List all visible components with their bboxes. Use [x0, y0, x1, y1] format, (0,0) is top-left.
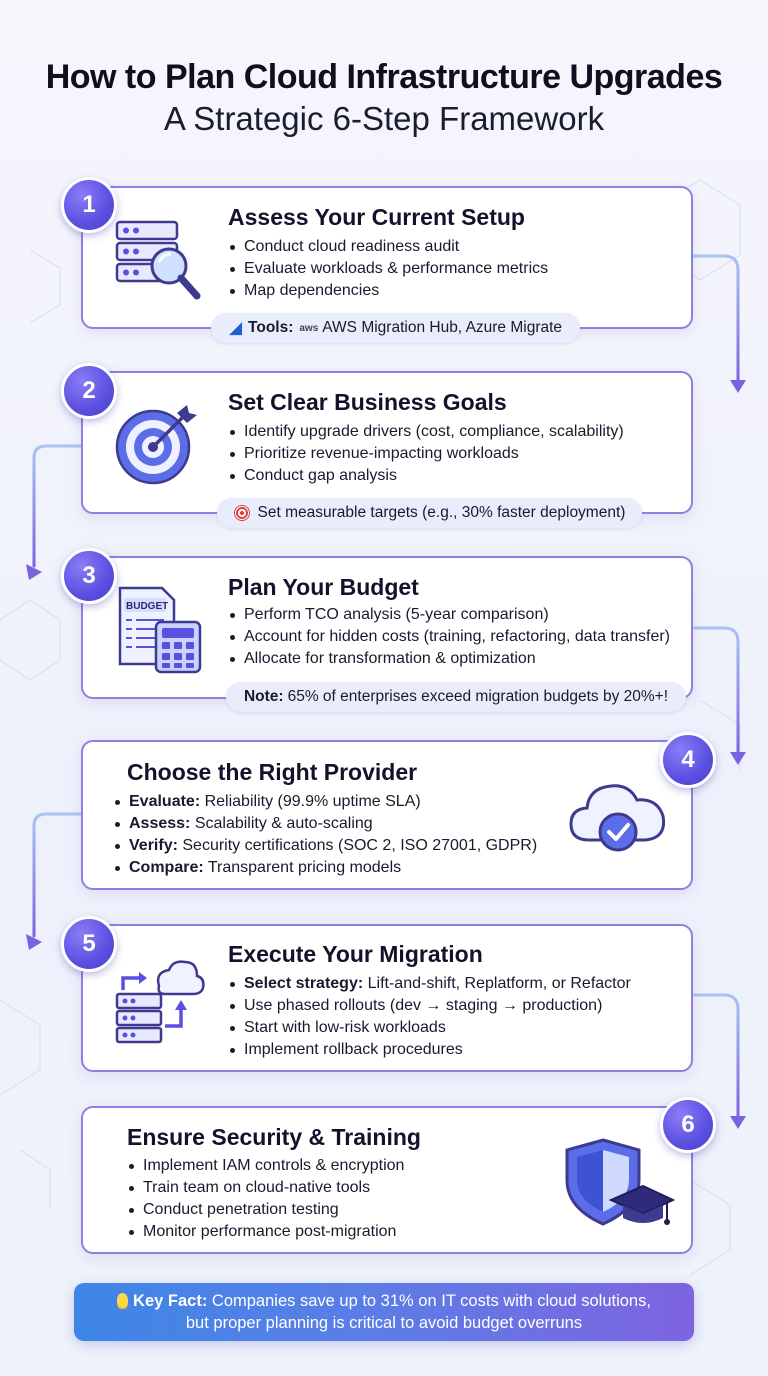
step-1-tools-pill: ◢ Tools: aws AWS Migration Hub, Azure Migrate	[211, 313, 580, 343]
key-fact-line-2: but proper planning is critical to avoid budget overruns	[185, 1314, 583, 1332]
key-fact-banner	[74, 1283, 694, 1341]
page-title: How to Plan Cloud Infrastructure Upgrades	[45, 58, 723, 96]
list-item: Allocate for transformation & optimization	[228, 648, 670, 670]
list-item: Implement rollback procedures	[228, 1039, 631, 1061]
step-5-badge: 5	[61, 916, 117, 972]
step-6-badge: 6	[660, 1097, 716, 1153]
lightbulb-icon	[117, 1293, 128, 1307]
budget-label: BUDGET	[126, 601, 169, 612]
step-5-title: Execute Your Migration	[228, 941, 483, 967]
step-1-card	[81, 186, 693, 329]
step-4-badge: 4	[660, 732, 716, 788]
step-2-card	[81, 371, 693, 514]
step-3-note-pill: Note: 65% of enterprises exceed migration budgets by 20%+!	[226, 682, 686, 712]
list-item: Monitor performance post-migration	[127, 1221, 404, 1243]
list-item: Identify upgrade drivers (cost, compliance, scalability)	[228, 421, 624, 443]
server-search-icon	[111, 216, 203, 302]
dart-target-icon	[234, 505, 250, 521]
step-3-bullets	[228, 604, 670, 670]
list-item: Perform TCO analysis (5-year comparison)	[228, 604, 670, 626]
list-item: Select strategy: Lift-and-shift, Replatform, or Refactor	[228, 973, 631, 995]
step-2-target-pill: Set measurable targets (e.g., 30% faster deployment)	[217, 498, 642, 528]
step-1-title: Assess Your Current Setup	[228, 204, 525, 230]
step-5-bullets	[228, 973, 631, 1061]
list-item: Implement IAM controls & encryption	[127, 1155, 404, 1177]
step-4-card	[81, 740, 693, 890]
step-6-card	[81, 1106, 693, 1254]
step-3-title: Plan Your Budget	[228, 574, 419, 600]
step-1-bullets	[228, 236, 548, 302]
list-item: Map dependencies	[228, 280, 548, 302]
target-icon	[113, 401, 199, 487]
list-item: Account for hidden costs (training, refactoring, data transfer)	[228, 626, 670, 648]
list-item: Use phased rollouts (dev → staging → production)	[228, 995, 631, 1017]
aws-logo-icon: aws	[299, 322, 319, 334]
list-item: Start with low-risk workloads	[228, 1017, 631, 1039]
step-4-title: Choose the Right Provider	[127, 759, 418, 785]
step-6-bullets	[127, 1155, 404, 1243]
step-2-bullets	[228, 421, 624, 487]
list-item: Evaluate workloads & performance metrics	[228, 258, 548, 280]
list-item: Assess: Scalability & auto-scaling	[113, 813, 537, 835]
budget-calculator-icon	[116, 582, 206, 674]
list-item: Conduct cloud readiness audit	[228, 236, 548, 258]
step-4-bullets	[113, 791, 537, 879]
list-item: Train team on cloud-native tools	[127, 1177, 404, 1199]
server-migration-icon	[113, 956, 205, 1048]
step-3-badge: 3	[61, 548, 117, 604]
key-fact-line-1: Key Fact: Companies save up to 31% on IT costs with cloud solutions,	[74, 1290, 694, 1312]
connector-2-3	[34, 446, 81, 566]
list-item: Prioritize revenue-impacting workloads	[228, 443, 624, 465]
list-item: Conduct penetration testing	[127, 1199, 404, 1221]
step-3-card	[81, 556, 693, 699]
step-2-badge: 2	[61, 363, 117, 419]
step-2-title: Set Clear Business Goals	[228, 389, 507, 415]
list-item: Compare: Transparent pricing models	[113, 857, 537, 879]
step-6-title: Ensure Security & Training	[127, 1124, 421, 1150]
connector-1-2	[694, 256, 738, 382]
list-item: Evaluate: Reliability (99.9% uptime SLA)	[113, 791, 537, 813]
page-subtitle: A Strategic 6-Step Framework	[163, 100, 605, 137]
shield-graduation-cap-icon	[559, 1136, 675, 1228]
step-1-badge: 1	[61, 177, 117, 233]
cloud-check-icon	[567, 774, 669, 858]
list-item: Verify: Security certifications (SOC 2, ISO 27001, GDPR)	[113, 835, 537, 857]
step-5-card	[81, 924, 693, 1072]
list-item: Conduct gap analysis	[228, 465, 624, 487]
connector-4-5	[34, 814, 81, 936]
azure-logo-icon: ◢	[228, 318, 243, 337]
